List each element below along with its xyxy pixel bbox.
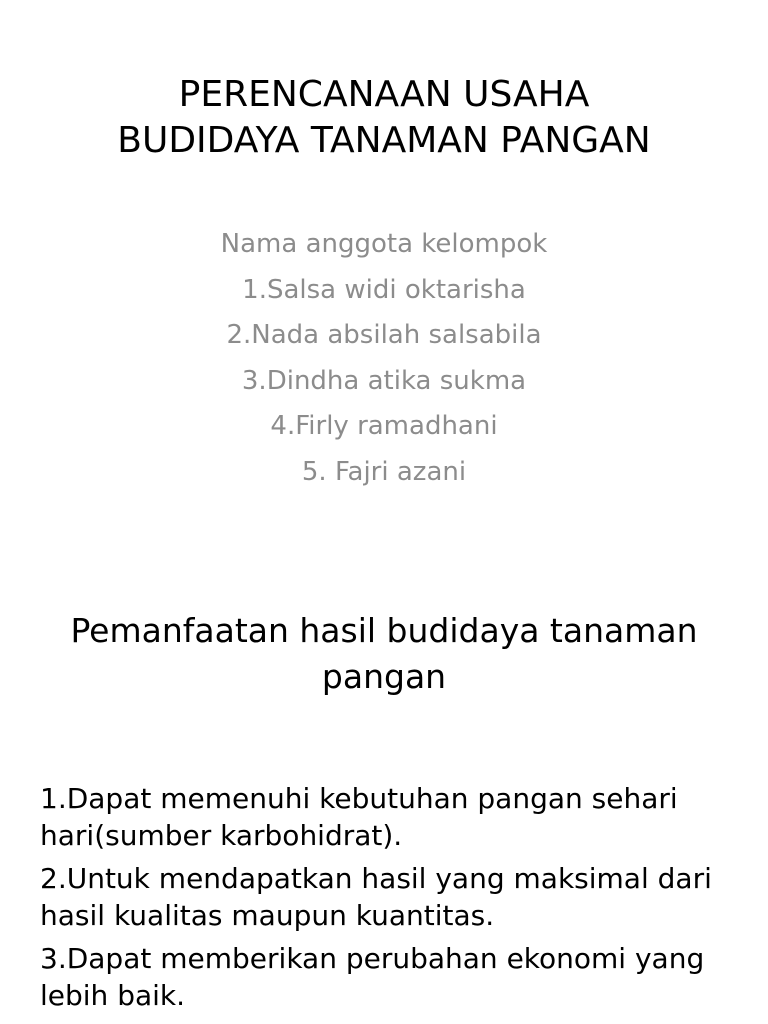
benefit-item-line-2: lebih baik. [40,979,186,1012]
member-list-heading: Nama anggota kelompok [220,229,548,259]
member-item: 5. Fajri azani [301,456,467,487]
slide-2-title-line-2: pangan [321,657,447,696]
slide-1-title-line-2: BUDIDAYA TANAMAN PANGAN [117,120,651,161]
benefit-item-line-2: hari(sumber karbohidrat). [40,819,403,852]
benefit-item-line-1: 1.Dapat memenuhi kebutuhan pangan sehari [40,782,678,815]
member-list [0,222,768,495]
slide-2-title-line-1: Pemanfaatan hasil budidaya tanaman [70,611,698,650]
member-item: 3.Dindha atika sukma [241,365,527,396]
member-item: 4.Firly ramadhani [270,411,498,441]
member-item: 2.Nada absilah salsabila [226,320,542,350]
member-item: 1.Salsa widi oktarisha [242,274,526,305]
benefit-item [40,860,740,934]
benefit-item [40,780,740,854]
benefit-item-line-1: 3.Dapat memberikan perubahan ekonomi yang [40,942,705,975]
slide-2-title [0,608,768,700]
slide-2 [0,512,768,1024]
slide-1-title [0,72,768,164]
benefit-list [40,780,740,1020]
benefit-item-line-1: 2.Untuk mendapatkan hasil yang maksimal dari [40,862,712,895]
benefit-item-line-2: hasil kualitas maupun kuantitas. [40,899,495,932]
benefit-item [40,940,740,1014]
slide-1-title-line-1: PERENCANAAN USAHA [178,74,590,115]
